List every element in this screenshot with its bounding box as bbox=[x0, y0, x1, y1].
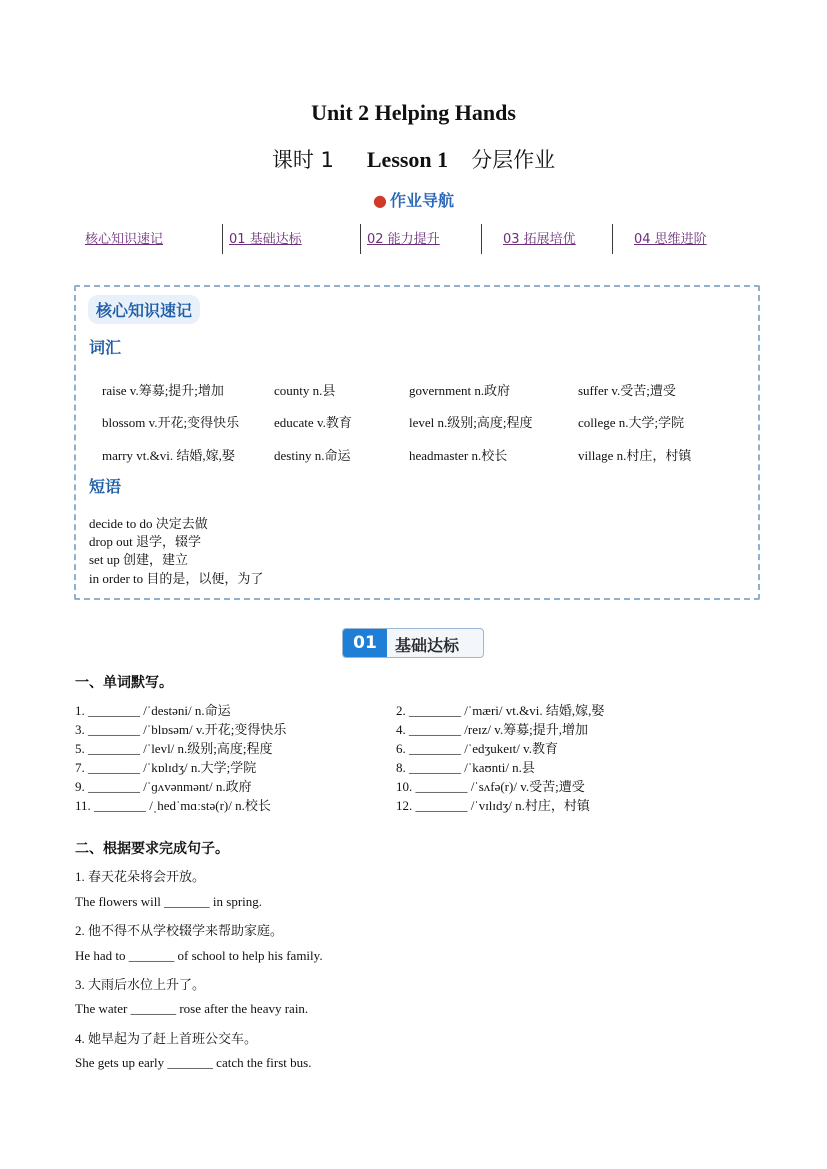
nav-divider bbox=[612, 224, 613, 254]
word-question: 5. ________ /ˈlevl/ n.级别;高度;程度 bbox=[75, 741, 273, 756]
nav-link-02[interactable]: 02 能力提升 bbox=[367, 232, 440, 247]
sentence-prompt: 4. 她早起为了赶上首班公交车。 bbox=[75, 1031, 258, 1046]
word-question: 4. ________ /reɪz/ v.筹募;提升,增加 bbox=[396, 722, 588, 737]
vocab-item: raise v.筹募;提升;增加 bbox=[102, 383, 224, 398]
phrase-heading: 短语 bbox=[89, 477, 122, 496]
vocab-item: suffer v.受苦;遭受 bbox=[578, 383, 676, 398]
nav-link-04[interactable]: 04 思维进阶 bbox=[634, 232, 707, 247]
page-title: Unit 2 Helping Hands bbox=[311, 100, 516, 125]
phrase-item: in order to 目的是，以便，为了 bbox=[89, 571, 264, 586]
word-question: 2. ________ /ˈmæri/ vt.&vi. 结婚,嫁,娶 bbox=[396, 703, 605, 718]
sentence-blank: He had to _______ of school to help his family. bbox=[75, 948, 323, 963]
part2-heading: 二、根据要求完成句子。 bbox=[75, 841, 229, 857]
nav-divider bbox=[360, 224, 361, 254]
phrase-item: decide to do 决定去做 bbox=[89, 516, 208, 531]
nav-link-core[interactable]: 核心知识速记 bbox=[85, 232, 164, 247]
nav-link-03[interactable]: 03 拓展培优 bbox=[503, 232, 576, 247]
part1-heading: 一、单词默写。 bbox=[75, 675, 173, 691]
homework-nav-heading bbox=[0, 188, 827, 211]
section-01-banner bbox=[342, 628, 484, 658]
vocab-item: college n.大学;学院 bbox=[578, 415, 685, 430]
vocab-item: educate v.教育 bbox=[274, 415, 352, 430]
vocab-item: destiny n.命运 bbox=[274, 448, 351, 463]
core-knowledge-box bbox=[74, 285, 760, 600]
vocab-item: village n.村庄，村镇 bbox=[578, 448, 692, 463]
vocab-item: county n.县 bbox=[274, 383, 336, 398]
homework-nav bbox=[75, 224, 755, 254]
vocab-item: government n.政府 bbox=[409, 383, 511, 398]
vocab-item: blossom v.开花;变得快乐 bbox=[102, 415, 240, 430]
word-question: 1. ________ /ˈdestəni/ n.命运 bbox=[75, 703, 231, 718]
nav-link-01[interactable]: 01 基础达标 bbox=[229, 232, 302, 247]
word-question: 3. ________ /ˈblɒsəm/ v.开花;变得快乐 bbox=[75, 722, 287, 737]
location-pin-icon: ● bbox=[373, 191, 387, 210]
vocab-item: level n.级别;高度;程度 bbox=[409, 415, 533, 430]
subtitle-lesson: Lesson 1 bbox=[366, 147, 449, 172]
sentence-prompt: 3. 大雨后水位上升了。 bbox=[75, 977, 206, 992]
word-question: 7. ________ /ˈkɒlɪdʒ/ n.大学;学院 bbox=[75, 760, 257, 775]
word-question: 12. ________ /ˈvɪlɪdʒ/ n.村庄，村镇 bbox=[396, 798, 590, 813]
section-number: 01 bbox=[343, 629, 387, 657]
sentence-blank: The flowers will _______ in spring. bbox=[75, 894, 263, 909]
word-question: 8. ________ /ˈkaʊnti/ n.县 bbox=[396, 760, 535, 775]
phrase-item: set up 创建，建立 bbox=[89, 552, 188, 567]
vocab-heading: 词汇 bbox=[89, 338, 122, 357]
word-question: 9. ________ /ˈɡʌvənmənt/ n.政府 bbox=[75, 779, 252, 794]
nav-divider bbox=[481, 224, 482, 254]
word-question: 10. ________ /ˈsʌfə(r)/ v.受苦;遭受 bbox=[396, 779, 585, 794]
sentence-blank: She gets up early _______ catch the first bus. bbox=[75, 1055, 312, 1070]
sentence-blank: The water _______ rose after the heavy rain. bbox=[75, 1001, 309, 1016]
subtitle-prefix: 课时 1 bbox=[271, 148, 334, 172]
nav-divider bbox=[222, 224, 223, 254]
vocab-item: headmaster n.校长 bbox=[409, 448, 508, 463]
vocab-item: marry vt.&vi. 结婚,嫁,娶 bbox=[102, 448, 235, 463]
word-question: 6. ________ /ˈedʒukeɪt/ v.教育 bbox=[396, 741, 558, 756]
phrase-item: drop out 退学，辍学 bbox=[89, 534, 201, 549]
sentence-prompt: 2. 他不得不从学校辍学来帮助家庭。 bbox=[75, 923, 284, 938]
sentence-prompt: 1. 春天花朵将会开放。 bbox=[75, 869, 206, 884]
word-question: 11. ________ /ˌhedˈmɑːstə(r)/ n.校长 bbox=[75, 798, 271, 813]
section-label: 基础达标 bbox=[395, 636, 460, 655]
nav-title: 作业导航 bbox=[389, 191, 454, 210]
core-knowledge-heading: 核心知识速记 bbox=[88, 295, 200, 324]
subtitle-suffix: 分层作业 bbox=[471, 148, 556, 172]
page-subtitle bbox=[0, 144, 827, 174]
